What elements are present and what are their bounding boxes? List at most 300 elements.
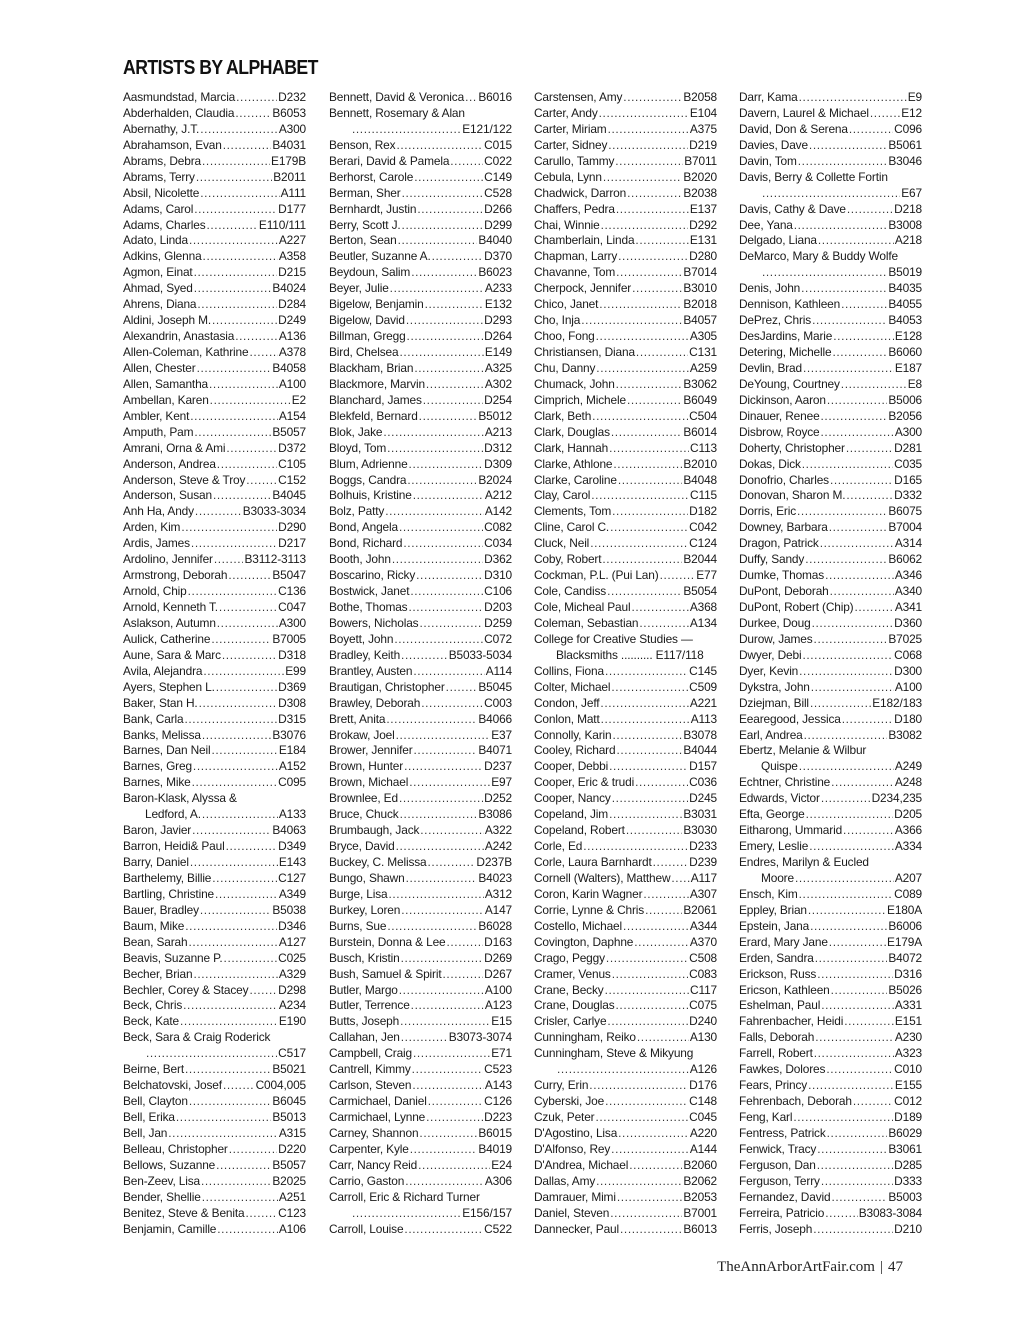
booth-code: D259 xyxy=(484,615,512,630)
artist-entry xyxy=(739,903,922,919)
booth-code: D233 xyxy=(689,839,717,854)
dot-leader xyxy=(596,361,689,377)
dot-leader xyxy=(808,1078,894,1094)
artist-name: Barry, Daniel xyxy=(123,855,189,869)
artist-entry xyxy=(739,1158,922,1174)
booth-code: A142 xyxy=(484,504,512,519)
dot-leader xyxy=(387,441,483,457)
artist-entry xyxy=(739,1014,922,1030)
booth-code: E156/157 xyxy=(462,1205,512,1220)
dot-leader xyxy=(605,1094,688,1110)
artist-name: Allen, Chester xyxy=(123,360,196,375)
booth-code: E137 xyxy=(689,201,717,216)
dot-leader xyxy=(404,1222,483,1238)
artist-name: Anh Ha, Andy xyxy=(123,504,194,519)
artist-name: Eppley, Brian xyxy=(739,902,807,917)
dot-leader xyxy=(192,823,271,839)
artist-name: Bender, Shellie xyxy=(123,1189,201,1204)
dot-leader xyxy=(408,600,483,616)
dot-leader xyxy=(228,568,271,584)
booth-code: B6062 xyxy=(888,552,922,567)
booth-code: A143 xyxy=(484,1078,512,1093)
booth-code: A220 xyxy=(689,1125,717,1140)
artist-entry xyxy=(329,297,512,313)
artist-entry xyxy=(534,1126,717,1142)
dot-leader xyxy=(817,1142,887,1158)
dot-leader xyxy=(618,249,688,265)
artist-entry xyxy=(739,871,922,887)
artist-name: Benitez, Steve & Benita xyxy=(123,1205,245,1220)
artist-name: Busch, Kristin xyxy=(329,950,400,965)
booth-code: E77 xyxy=(696,568,717,583)
artist-entry xyxy=(329,743,512,759)
artist-entry xyxy=(329,568,512,584)
dot-leader xyxy=(399,791,483,807)
artist-name: Choo, Fong xyxy=(534,329,595,344)
artist-name: Cooper, Nancy xyxy=(534,791,611,806)
booth-code: B3010 xyxy=(683,281,717,296)
artist-name: Chavanne, Tom xyxy=(534,265,616,280)
booth-code: A331 xyxy=(894,998,922,1013)
booth-code: A300 xyxy=(894,424,922,439)
booth-code: A249 xyxy=(894,759,922,774)
dot-leader xyxy=(215,887,278,903)
artist-entry xyxy=(329,1126,512,1142)
artist-name: Emery, Leslie xyxy=(739,839,809,854)
artist-entry xyxy=(534,218,717,234)
booth-code: A136 xyxy=(278,329,306,344)
booth-code: A378 xyxy=(278,345,306,359)
artist-entry-line: College for Creative Studies — xyxy=(534,631,693,646)
artist-entry xyxy=(534,90,717,106)
booth-code: B2010 xyxy=(683,456,717,471)
artist-entry-line: Endres, Marilyn & Eucled xyxy=(739,855,869,869)
booth-code: B7005 xyxy=(272,631,306,646)
artist-entry xyxy=(123,1126,306,1142)
booth-code: B5061 xyxy=(888,137,922,152)
page-title: ARTISTS BY ALPHABET xyxy=(123,56,318,79)
dot-leader xyxy=(801,281,887,297)
booth-code: E180A xyxy=(887,902,922,917)
dot-leader xyxy=(846,488,893,504)
artist-entry xyxy=(739,1222,922,1238)
booth-code: D239 xyxy=(689,855,717,869)
booth-code: B6006 xyxy=(888,918,922,933)
booth-code: B2020 xyxy=(683,169,717,184)
artist-entry xyxy=(329,664,512,680)
dot-leader xyxy=(202,1190,278,1206)
artist-name: Callahan, Jen xyxy=(329,1030,400,1045)
artist-name: Baum, Mike xyxy=(123,918,185,933)
artist-name: Ferreira, Patricio xyxy=(739,1205,825,1220)
artist-entry xyxy=(123,759,306,775)
artist-name: Berari, David & Pamela xyxy=(329,153,450,168)
booth-code: B2062 xyxy=(683,1173,717,1188)
artist-name: Donofrio, Charles xyxy=(739,472,829,487)
artist-entry xyxy=(123,504,306,520)
booth-code: D346 xyxy=(278,918,306,933)
dot-leader xyxy=(826,1062,893,1078)
dot-leader xyxy=(428,1094,483,1110)
artist-name: Connolly, Karin xyxy=(534,727,612,742)
booth-code: A134 xyxy=(689,615,717,630)
artist-name: Bell, Erika xyxy=(123,1110,175,1124)
dot-leader xyxy=(202,154,270,170)
artist-entry xyxy=(739,154,922,170)
dot-leader xyxy=(400,807,478,823)
artist-name: Fawkes, Dolores xyxy=(739,1062,826,1077)
artist-entry xyxy=(534,951,717,967)
booth-code: C022 xyxy=(484,153,512,168)
dot-leader xyxy=(185,1062,271,1078)
artist-entry xyxy=(123,1206,306,1222)
artist-name: Baker, Stan H. xyxy=(123,695,198,710)
booth-code: B4066 xyxy=(478,711,512,726)
booth-code: A212 xyxy=(484,488,512,503)
artist-name: Carrio, Gaston xyxy=(329,1173,405,1188)
artist-name: Cimprich, Michele xyxy=(534,392,626,407)
booth-code: A207 xyxy=(894,870,922,885)
artist-entry xyxy=(739,1046,922,1062)
booth-code: A306 xyxy=(484,1173,512,1188)
artist-name: Dallas, Amy xyxy=(534,1173,596,1188)
artist-name: Feng, Karl xyxy=(739,1110,793,1124)
booth-code: B3061 xyxy=(888,1141,922,1156)
artist-name: Czuk, Peter xyxy=(534,1110,595,1124)
artist-name: Bigelow, Benjamin xyxy=(329,297,424,312)
artist-entry xyxy=(534,775,717,791)
artist-entry xyxy=(329,393,512,409)
dot-leader xyxy=(821,425,894,441)
booth-code: D237 xyxy=(484,759,512,774)
artist-name: Brantley, Austen xyxy=(329,663,413,678)
artist-entry xyxy=(329,377,512,393)
booth-code: B5019 xyxy=(888,265,922,280)
artist-name: Abrahamson, Evan xyxy=(123,137,222,152)
artist-name: Cole, Candiss xyxy=(534,584,607,599)
booth-code: A334 xyxy=(894,839,922,854)
booth-code: B7004 xyxy=(888,520,922,535)
artist-name: Blackham, Brian xyxy=(329,360,414,375)
booth-code: A314 xyxy=(894,536,922,551)
booth-code: D219 xyxy=(689,137,717,152)
booth-code: B5045 xyxy=(478,679,512,694)
booth-code: B6075 xyxy=(888,504,922,519)
booth-code: A302 xyxy=(484,376,512,391)
dot-leader xyxy=(197,297,277,313)
artist-entry xyxy=(329,600,512,616)
artist-entry xyxy=(329,1078,512,1094)
dot-leader xyxy=(401,648,448,664)
artist-entry xyxy=(534,680,717,696)
artist-entry xyxy=(534,265,717,281)
artist-entry xyxy=(123,919,306,935)
dot-leader xyxy=(194,281,272,297)
artist-entry xyxy=(739,967,922,983)
booth-code: A307 xyxy=(689,886,717,901)
artist-name: Bean, Sarah xyxy=(123,934,188,949)
artist-name: Bauer, Bradley xyxy=(123,902,199,917)
artist-name: Farrell, Robert xyxy=(739,1046,813,1061)
booth-code: B6028 xyxy=(478,918,512,933)
artist-entry xyxy=(739,919,922,935)
booth-code: D237B xyxy=(476,855,512,869)
booth-code: C106 xyxy=(484,584,512,599)
artist-name: Burstein, Donna & Lee xyxy=(329,934,446,949)
artist-name: Erden, Sandra xyxy=(739,950,814,965)
artist-name: Abderhalden, Claudia xyxy=(123,105,235,120)
artist-entry xyxy=(739,90,922,106)
artist-name: Ardolino, Jennifer xyxy=(123,552,213,567)
dot-leader xyxy=(386,712,477,728)
dot-leader xyxy=(616,202,689,218)
dot-leader xyxy=(194,425,271,441)
footer-site: TheAnnArborArtFair.com xyxy=(717,1259,875,1275)
artist-name: Brumbaugh, Jack xyxy=(329,823,420,838)
dot-leader xyxy=(846,441,893,457)
dot-leader xyxy=(402,218,484,234)
dot-leader xyxy=(817,967,893,983)
artist-entry xyxy=(123,1142,306,1158)
artist-name: Ahrens, Diana xyxy=(123,297,197,312)
artist-name: Baron, Javier xyxy=(123,823,192,838)
artist-entry xyxy=(329,648,512,664)
artist-name: Fears, Princy xyxy=(739,1078,808,1093)
booth-code: A366 xyxy=(894,823,922,838)
dot-leader xyxy=(612,967,688,983)
artist-entry xyxy=(739,457,922,473)
booth-code: D309 xyxy=(484,456,512,471)
artist-name: Bolz, Patty xyxy=(329,504,385,519)
artist-name: Adkins, Glenna xyxy=(123,249,202,264)
artist-name: Doherty, Christopher xyxy=(739,440,845,455)
artist-name: Abrams, Terry xyxy=(123,169,195,184)
booth-code: B4023 xyxy=(478,870,512,885)
booth-code: C136 xyxy=(278,584,306,599)
dot-leader xyxy=(843,823,894,839)
artist-name: Amputh, Pam xyxy=(123,424,194,439)
dot-leader xyxy=(799,887,894,903)
artist-column-1 xyxy=(123,90,306,1238)
dot-leader xyxy=(146,1046,277,1062)
dot-leader xyxy=(410,1142,478,1158)
footer-separator: | xyxy=(879,1259,883,1275)
artist-name: Donovan, Sharon M. xyxy=(739,488,846,503)
artist-entry xyxy=(534,759,717,775)
artist-name: Erickson, Russ xyxy=(739,966,817,981)
booth-code: B4057 xyxy=(683,313,717,328)
dot-leader xyxy=(209,377,278,393)
artist-entry xyxy=(123,281,306,297)
artist-name: Delgado, Liana xyxy=(739,233,817,248)
artist-entry xyxy=(329,998,512,1014)
artist-name: Chico, Janet xyxy=(534,297,599,312)
artist-entry xyxy=(329,329,512,345)
booth-code: B2018 xyxy=(683,297,717,312)
dot-leader xyxy=(606,951,688,967)
artist-name: Ambler, Kent xyxy=(123,408,190,423)
dot-leader xyxy=(627,393,682,409)
booth-code: B5012 xyxy=(478,408,512,423)
booth-code: E179A xyxy=(887,934,922,949)
dot-leader xyxy=(404,759,483,775)
artist-name: Christiansen, Diana xyxy=(534,345,635,359)
artist-entry xyxy=(123,345,306,361)
artist-entry xyxy=(123,648,306,664)
artist-entry xyxy=(123,170,306,186)
artist-entry xyxy=(739,552,922,568)
artist-entry xyxy=(329,791,512,807)
dot-leader xyxy=(653,855,689,871)
dot-leader xyxy=(806,807,894,823)
artist-entry xyxy=(739,297,922,313)
booth-code: D177 xyxy=(278,201,306,216)
booth-code: B6049 xyxy=(683,392,717,407)
artist-entry xyxy=(329,361,512,377)
dot-leader xyxy=(616,265,682,281)
dot-leader xyxy=(812,313,887,329)
booth-code: A305 xyxy=(689,329,717,344)
artist-name: Daniel, Steven xyxy=(534,1205,610,1220)
booth-code: A340 xyxy=(894,584,922,599)
artist-entry xyxy=(329,138,512,154)
artist-entry xyxy=(739,218,922,234)
booth-code: D267 xyxy=(484,966,512,981)
artist-name: Allen, Samantha xyxy=(123,376,209,391)
artist-name: Chu, Danny xyxy=(534,360,596,375)
dot-leader xyxy=(611,680,688,696)
artist-name: Cluck, Neil xyxy=(534,536,590,551)
dot-leader xyxy=(627,186,682,202)
booth-code: E149 xyxy=(484,345,512,359)
booth-code: B4048 xyxy=(683,472,717,487)
artist-entry xyxy=(534,728,717,744)
dot-leader xyxy=(211,743,277,759)
artist-name: Eitharong, Ummarid xyxy=(739,823,843,838)
artist-name: Clarke, Caroline xyxy=(534,472,617,487)
artist-entry xyxy=(739,233,922,249)
artist-name: Davin, Tom xyxy=(739,153,797,168)
booth-code: E71 xyxy=(491,1046,512,1061)
artist-name: Blanchard, James xyxy=(329,392,422,407)
artist-name: Agmon, Einat xyxy=(123,265,193,280)
artist-name: Beck, Kate xyxy=(123,1014,180,1029)
dot-leader xyxy=(629,1158,682,1174)
artist-entry xyxy=(329,616,512,632)
booth-code: B3008 xyxy=(888,217,922,232)
artist-entry xyxy=(123,616,306,632)
artist-name: Dziejman, Bill xyxy=(739,695,809,710)
artist-name: Cornell (Walters), Matthew xyxy=(534,870,671,885)
dot-leader xyxy=(821,409,888,425)
dot-leader xyxy=(817,1158,893,1174)
artist-entry xyxy=(123,855,306,871)
booth-code: D333 xyxy=(894,1173,922,1188)
artist-column-3 xyxy=(534,90,717,1238)
artist-name: Earl, Andrea xyxy=(739,727,803,742)
dot-leader xyxy=(399,345,483,361)
booth-code: D245 xyxy=(689,791,717,806)
artist-name: Clark, Douglas xyxy=(534,424,610,439)
booth-code: A234 xyxy=(278,998,306,1013)
artist-entry xyxy=(123,313,306,329)
dot-leader xyxy=(196,170,272,186)
booth-code: D180 xyxy=(894,711,922,726)
booth-code: A322 xyxy=(484,823,512,838)
artist-entry xyxy=(534,202,717,218)
artist-entry xyxy=(534,281,717,297)
artist-entry xyxy=(123,600,306,616)
artist-entry xyxy=(329,265,512,281)
dot-leader xyxy=(200,122,278,138)
booth-code: A341 xyxy=(894,600,922,614)
artist-name: DePrez, Chris xyxy=(739,313,812,328)
artist-entry xyxy=(329,1174,512,1190)
artist-entry xyxy=(534,1030,717,1046)
artist-entry xyxy=(534,393,717,409)
artist-entry xyxy=(329,728,512,744)
artist-name: Cole, Micheal Paul xyxy=(534,600,631,614)
dot-leader xyxy=(631,600,688,616)
booth-code: A127 xyxy=(278,934,306,949)
artist-entry xyxy=(739,425,922,441)
dot-leader xyxy=(420,823,484,839)
artist-name: Carpenter, Kyle xyxy=(329,1141,409,1156)
booth-code: D157 xyxy=(689,759,717,774)
artist-name: D'Alfonso, Rey xyxy=(534,1141,611,1156)
dot-leader xyxy=(802,648,893,664)
dot-leader xyxy=(411,998,484,1014)
artist-entry xyxy=(123,409,306,425)
artist-entry xyxy=(534,154,717,170)
artist-entry xyxy=(329,823,512,839)
dot-leader xyxy=(799,759,894,775)
dot-leader xyxy=(212,871,277,887)
artist-entry xyxy=(739,712,922,728)
artist-entry xyxy=(329,1206,512,1222)
booth-code: A248 xyxy=(894,775,922,790)
artist-name: Bowers, Nicholas xyxy=(329,615,419,630)
artist-name: Belleau, Christopher xyxy=(123,1141,228,1156)
artist-entry xyxy=(123,186,306,202)
artist-name: Amrani, Orna & Ami xyxy=(123,440,226,455)
booth-code: E179B xyxy=(271,153,306,168)
artist-name: Clark, Hannah xyxy=(534,440,609,455)
dot-leader xyxy=(830,473,893,489)
artist-name: Cho, Inja xyxy=(534,313,581,328)
artist-name: Davern, Laurel & Michael xyxy=(739,105,869,120)
dot-leader xyxy=(842,712,893,728)
artist-name: Efta, George xyxy=(739,807,805,822)
artist-name: Crane, Becky xyxy=(534,982,604,997)
artist-name: Brautigan, Christopher xyxy=(329,679,445,694)
dot-leader xyxy=(183,998,278,1014)
artist-entry xyxy=(329,1222,512,1238)
dot-leader xyxy=(197,361,272,377)
artist-name: Boggs, Candra xyxy=(329,472,407,487)
artist-entry xyxy=(329,186,512,202)
dot-leader xyxy=(432,249,484,265)
dot-leader xyxy=(203,249,278,265)
artist-entry xyxy=(329,457,512,473)
footer-page-number: 47 xyxy=(888,1259,903,1275)
artist-entry xyxy=(123,584,306,600)
dot-leader xyxy=(236,90,277,106)
artist-column-4 xyxy=(739,90,922,1238)
artist-entry xyxy=(739,696,922,712)
artist-name: Coron, Karin Wagner xyxy=(534,886,643,901)
booth-code: A154 xyxy=(278,408,306,423)
